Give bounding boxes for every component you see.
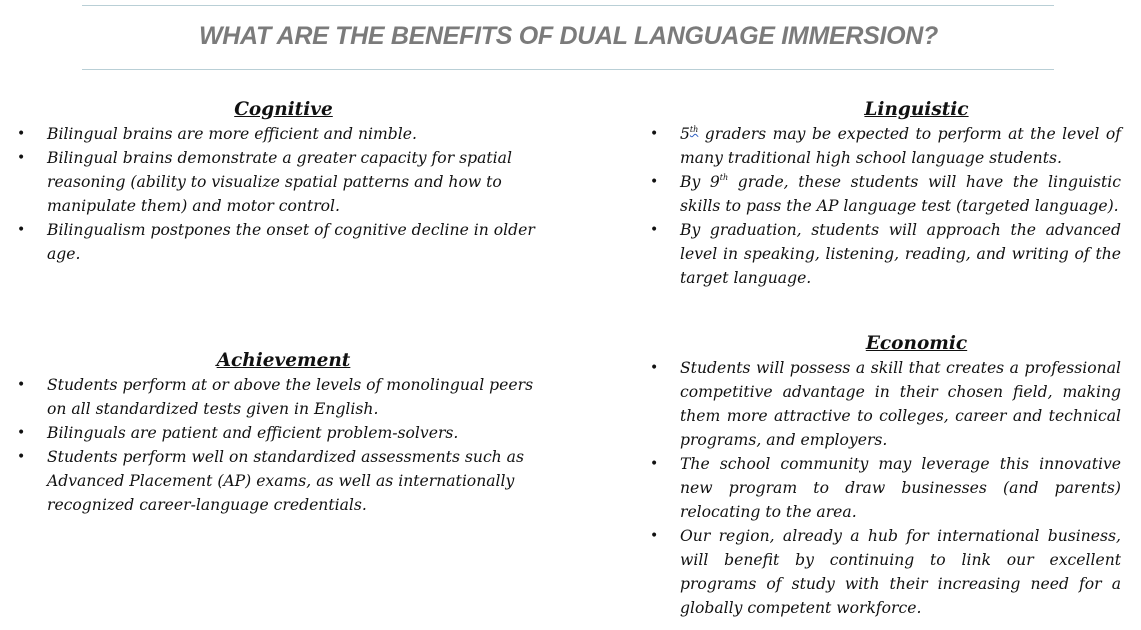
- cognitive-heading: Cognitive: [234, 99, 333, 120]
- bullet-icon: •: [650, 528, 659, 544]
- list-item: • Bilingual brains are more efficient and nimble.: [0, 122, 545, 146]
- list-item: • Bilinguals are patient and efficient problem-solvers.: [0, 421, 545, 445]
- achievement-list: [0, 373, 545, 517]
- bullet-icon: •: [17, 150, 26, 166]
- bullet-icon: •: [17, 126, 26, 142]
- list-item: • Bilingualism postpones the onset of cognitive decline in older age.: [0, 218, 545, 266]
- list-item: • The school community may leverage this innovative new program to draw businesses (and parents) relocating to the area.: [640, 452, 1121, 524]
- cognitive-list: [0, 122, 545, 266]
- bullet-icon: •: [650, 174, 659, 190]
- linguistic-list: [640, 122, 1121, 290]
- economic-section: [640, 332, 1121, 620]
- bullet-icon: •: [650, 456, 659, 472]
- list-item: • Students perform well on standardized assessments such as Advanced Placement (AP) exams, as well as internationally recognized career-language credentials.: [0, 445, 545, 517]
- list-item: • Bilingual brains demonstrate a greater capacity for spatial reasoning (ability to visualize spatial patterns and how to manipulate them) and motor control.: [0, 146, 545, 218]
- bottom-rule: [82, 69, 1054, 70]
- list-item: • By graduation, students will approach the advanced level in speaking, listening, reading, and writing of the target language.: [640, 218, 1121, 290]
- top-rule: [82, 5, 1054, 6]
- economic-list: [640, 356, 1121, 620]
- list-item: • Students perform at or above the levels of monolingual peers on all standardized tests given in English.: [0, 373, 545, 421]
- cognitive-section: [0, 98, 545, 266]
- achievement-section: [0, 349, 545, 517]
- bullet-icon: •: [17, 425, 26, 441]
- economic-heading: Economic: [865, 333, 968, 354]
- linguistic-section: [640, 98, 1121, 290]
- bullet-icon: •: [650, 222, 659, 238]
- page-title: WHAT ARE THE BENEFITS OF DUAL LANGUAGE IMMERSION?: [199, 22, 938, 50]
- list-item: • By 9th grade, these students will have the linguistic skills to pass the AP language test (targeted language).: [640, 170, 1121, 218]
- bullet-icon: •: [650, 126, 659, 142]
- linguistic-heading: Linguistic: [864, 99, 969, 120]
- list-item: • 5th graders may be expected to perform at the level of many traditional high school language students.: [640, 122, 1121, 170]
- bullet-icon: •: [17, 222, 26, 238]
- list-item: • Our region, already a hub for international business, will benefit by continuing to link our excellent programs of study with their increasing need for a globally competent workforce.: [640, 524, 1121, 620]
- achievement-heading: Achievement: [216, 350, 351, 371]
- bullet-icon: •: [650, 360, 659, 376]
- bullet-icon: •: [17, 377, 26, 393]
- bullet-icon: •: [17, 449, 26, 465]
- list-item: • Students will possess a skill that creates a professional competitive advantage in their chosen field, making them more attractive to colleges, career and technical programs, and employers.: [640, 356, 1121, 452]
